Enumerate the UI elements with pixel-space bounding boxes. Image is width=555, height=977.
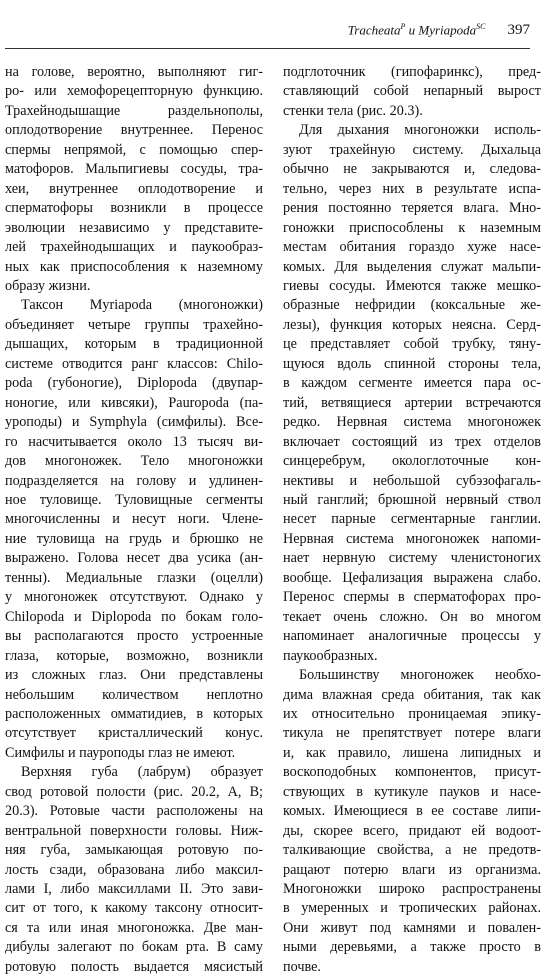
text-line: дышащих, которым в традиционной — [5, 336, 263, 353]
text-line: вентральной поверхности головы. Ниж- — [5, 822, 263, 839]
text-line: текает очень сложно. Он во многом — [283, 608, 541, 625]
text-line: ствующих в кутикуле пауков и насе- — [283, 783, 541, 800]
page-header — [0, 22, 530, 46]
running-title-part-2: и Myriapoda — [405, 22, 477, 38]
text-line: няя губа, замыкающая ротовую по- — [5, 842, 263, 859]
text-line: многочисленны и несут ноги. Члене- — [5, 511, 263, 528]
text-line: местам обитания гораздо хуже насе- — [283, 239, 541, 256]
text-line: сперматофоры возникли в процессе — [5, 200, 263, 217]
text-line: тикула не препятствует потере влаги — [283, 725, 541, 742]
running-title — [348, 22, 486, 38]
text-line: синцеребрум, окологлоточные кон- — [283, 453, 541, 470]
text-line: напоминает аналогичные процессы у — [283, 628, 541, 645]
text-line: включает состоящий из трех отделов — [283, 433, 541, 450]
right-column — [283, 63, 541, 977]
text-line: Они живут под камнями и повален- — [283, 919, 541, 936]
text-line: ных как приспособления к наземному — [5, 258, 263, 275]
text-line: го насчитывается около 13 тысяч ви- — [5, 433, 263, 450]
text-line: 20.3). Ротовые части расположены на — [5, 803, 263, 820]
text-line: ноногие, или кивсяки), Pauropoda (па- — [5, 394, 263, 411]
text-line: рения постоянно теряется влага. Мно- — [283, 200, 541, 217]
text-line: на голове, вероятно, выполняют гиг- — [5, 64, 263, 80]
text-line: образные нефридии (коксальные же- — [283, 297, 541, 314]
text-line: лами I, либо максиллами II. Это зави- — [5, 881, 263, 898]
text-line: редко. Нервная система многоножек — [283, 414, 541, 431]
text-line: в каждом сегменте имеется пара ос- — [283, 375, 541, 392]
text-line: Многоножки широко распространены — [283, 881, 541, 898]
text-line: из сложных глаз. Они представлены — [5, 667, 263, 684]
text-line: системе отводится ранг классов: Chilo- — [5, 355, 263, 372]
text-line: дибулы залегают по бокам рта. В саму — [5, 939, 263, 956]
text-line: подразделяется на голову и удлинен- — [5, 472, 263, 489]
text-line: вообще. Цефализация выражена слабо. — [283, 569, 541, 586]
text-line: Перенос спермы в сперматофорах про- — [283, 589, 541, 606]
text-line: и, как правило, лишена липидных и — [283, 744, 541, 761]
text-line: оплодотворение внутреннее. Перенос — [5, 122, 263, 139]
text-line: эволюции независимо у представите- — [5, 219, 263, 236]
text-line: комых. Для выделения служат мальпи- — [283, 258, 541, 275]
text-line: комых. Имеющиеся в ее составе липи- — [283, 803, 541, 820]
text-line: глаза, которые, возможно, возникли — [5, 647, 263, 664]
text-line: ными деревьями, а также просто в — [283, 939, 541, 956]
text-line: лей трахейнодышащих и паукообраз- — [5, 239, 263, 256]
page-number: 397 — [507, 22, 530, 39]
text-line: небольшим количеством неплотно — [5, 686, 263, 703]
text-line: паукообразных. — [283, 647, 378, 664]
text-line: вы располагаются просто устроенные — [5, 628, 263, 645]
text-line: сит от того, к какому таксону относит- — [5, 900, 263, 917]
text-line: уроподы) и Symphyla (симфилы). Все- — [5, 414, 263, 431]
text-line: ное туловище. Туловищные сегменты — [5, 491, 263, 508]
text-line: свод ротовой полости (рис. 20.2, А, В; — [5, 783, 263, 800]
text-line: воскоподобных компонентов, присут- — [283, 764, 541, 781]
text-line: у многоножек отсутствуют. Однако у — [5, 589, 263, 606]
text-line: нективы и небольшой субэзофагаль- — [283, 472, 541, 489]
text-line: объединяет четыре группы трахейно- — [5, 316, 263, 333]
text-line: лость сзади, образована либо максил- — [5, 861, 263, 878]
text-line: дов многоножек. Тело многоножки — [5, 453, 263, 470]
text-line: ся та или иная многоножка. Две ман- — [5, 919, 263, 936]
text-line: матофоров. Мальпигиевы сосуды, тра- — [5, 161, 263, 178]
text-line: гиевы сосуды. Имеются также мешко- — [283, 277, 541, 294]
text-line: несет парные сегментарные ганглии. — [283, 511, 541, 528]
text-line: Нервная система многоножек напоми- — [283, 530, 541, 547]
text-line: Таксон Myriapoda (многоножки) — [21, 297, 263, 314]
text-line: ние туловища на грудь и брюшко не — [5, 530, 263, 547]
text-line: щуюся вдоль спинной стороны тела, — [283, 355, 541, 372]
text-line: poda (губоногие), Diplopoda (двупар- — [5, 375, 263, 392]
text-line: Трахейнодышащие раздельнополы, — [5, 102, 263, 119]
running-title-superscript-1: P — [400, 22, 406, 31]
text-line: Chilopoda и Diplopoda по бокам голо- — [5, 608, 263, 625]
text-line: лезы), функция которых неясна. Серд- — [283, 316, 541, 333]
text-line: образу жизни. — [5, 277, 91, 294]
text-line: тенны). Медиальные глазки (оцелли) — [5, 569, 263, 586]
text-line: Верхняя губа (лабрум) образует — [21, 764, 263, 781]
text-line: ставляющий собой непарный вырост — [283, 83, 541, 100]
left-column — [5, 63, 263, 977]
text-line: зуют трахейную систему. Дыхальца — [283, 141, 541, 158]
text-line: Для дыхания многоножки исполь- — [299, 122, 541, 139]
text-line: почве. — [283, 958, 321, 975]
text-line: Симфилы и пауроподы глаз не имеют. — [5, 744, 236, 761]
text-line: подглоточник (гипофаринкс), пред- — [283, 64, 541, 80]
text-line: выражено. Голова несет два усика (ан- — [5, 550, 263, 567]
text-line: тельно, через них в результате испа- — [283, 180, 541, 197]
running-title-superscript-2: SC — [476, 22, 486, 31]
text-line: хеи, внутреннее оплодотворение и — [5, 180, 263, 197]
text-line: гоножки приспособлены к наземным — [283, 219, 541, 236]
text-line: стенки тела (рис. 20.3). — [283, 102, 423, 119]
text-line: их относительно проницаемая эпику- — [283, 705, 541, 722]
text-line: ный ганглий; брюшной нервный ствол — [283, 491, 541, 508]
text-line: обычно не закрываются и, следова- — [283, 161, 541, 178]
text-line: нает нервную систему членистоногих — [283, 550, 541, 567]
text-line: Большинству многоножек необхо- — [299, 667, 541, 684]
text-line: ротовую полость выдается мясистый — [5, 958, 263, 975]
text-line: расположенных омматидиев, в которых — [5, 705, 263, 722]
header-rule — [5, 48, 530, 49]
text-line: ращают потерю влаги из организма. — [283, 861, 541, 878]
text-line: ды, скорее всего, придают ей водоот- — [283, 822, 541, 839]
text-line: тий, ветвящиеся артерии встречаются — [283, 394, 541, 411]
text-line: в умеренных и тропических районах. — [283, 900, 541, 917]
text-line: дима влажная среда обитания, так как — [283, 686, 541, 703]
text-line: ро- или хемофорецепторную функцию. — [5, 83, 263, 100]
running-title-part-1: Tracheata — [347, 22, 401, 38]
text-line: талкивающие свойства, а не предотв- — [283, 842, 541, 859]
text-line: отсутствует кристаллический конус. — [5, 725, 263, 742]
text-line: спермы непрямой, с помощью спер- — [5, 141, 263, 158]
text-line: це представляет собой трубку, тяну- — [283, 336, 541, 353]
